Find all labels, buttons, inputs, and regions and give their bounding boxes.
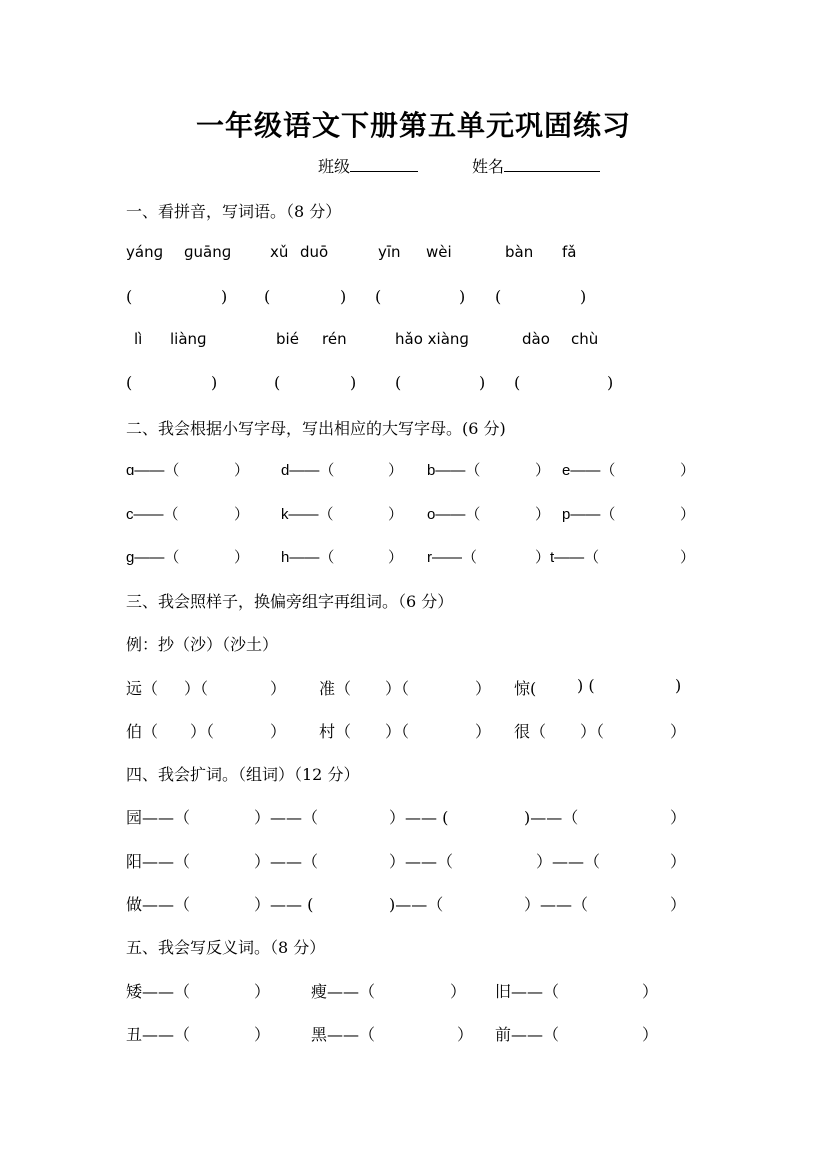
letter-close: ）: [680, 506, 696, 523]
expand-blank[interactable]: )——（: [524, 808, 579, 827]
name-blank[interactable]: [504, 157, 600, 172]
answer-blank-open[interactable]: (: [375, 287, 382, 306]
letter-prompt[interactable]: b——（: [427, 462, 481, 479]
letter-close: ）: [234, 462, 250, 479]
antonym-prompt[interactable]: 矮——（: [126, 982, 191, 1001]
pinyin: bàn: [505, 243, 534, 261]
expand-blank[interactable]: )——（: [389, 895, 444, 914]
radical-mid[interactable]: ）（: [385, 679, 410, 698]
radical-mid[interactable]: ）（: [184, 679, 209, 698]
radical-close: ): [675, 676, 682, 695]
letter-close: ）: [680, 462, 696, 479]
letter-prompt[interactable]: ɑ——（: [126, 462, 180, 479]
letter-prompt[interactable]: p——（: [562, 506, 616, 523]
pinyin: xǔ: [270, 243, 289, 261]
antonym-close: ）: [642, 1025, 659, 1044]
expand-blank[interactable]: ）——（: [254, 852, 319, 871]
class-field: [318, 154, 418, 177]
name-field: [472, 154, 600, 177]
antonym-close: ）: [450, 982, 467, 1001]
expand-blank[interactable]: ）——（: [389, 852, 454, 871]
radical-mid[interactable]: ) (: [577, 676, 595, 695]
radical-prompt[interactable]: 准（: [319, 679, 352, 698]
radical-close: ）: [270, 722, 287, 741]
section-5-heading: 五、我会写反义词。（8 分）: [126, 938, 326, 957]
radical-prompt[interactable]: 很（: [514, 722, 547, 741]
radical-close: ）: [270, 679, 287, 698]
antonym-close: ）: [457, 1025, 474, 1044]
expand-close: ）: [670, 852, 687, 871]
pinyin: chù: [571, 330, 599, 348]
answer-blank-open[interactable]: (: [395, 373, 402, 392]
letter-prompt[interactable]: k——（: [281, 506, 334, 523]
letter-close: ）: [388, 549, 404, 566]
antonym-close: ）: [642, 982, 659, 1001]
pinyin: fǎ: [562, 243, 577, 261]
section-1-heading: 一、看拼音，写词语。（8 分）: [126, 202, 342, 221]
radical-mid[interactable]: ）（: [190, 722, 215, 741]
antonym-prompt[interactable]: 黑——（: [311, 1025, 376, 1044]
pinyin: yīn: [378, 243, 401, 261]
expand-blank[interactable]: ）—— (: [389, 808, 449, 827]
answer-blank-open[interactable]: (: [126, 373, 133, 392]
radical-close: ）: [670, 722, 687, 741]
antonym-close: ）: [254, 982, 271, 1001]
answer-blank-close: ): [607, 373, 614, 392]
pinyin: dào: [522, 330, 550, 348]
expand-close: ）: [670, 808, 687, 827]
pinyin: duō: [300, 243, 329, 261]
expand-blank[interactable]: ）——（: [254, 808, 319, 827]
pinyin: liànɡ: [170, 330, 207, 348]
letter-prompt[interactable]: e——（: [562, 462, 616, 479]
class-label: 班级: [318, 157, 351, 176]
answer-blank-close: ): [211, 373, 218, 392]
example-line: 例：抄（沙）（沙土）: [126, 635, 279, 654]
letter-close: ）: [234, 549, 250, 566]
radical-close: ）: [475, 679, 492, 698]
answer-blank-open[interactable]: (: [514, 373, 521, 392]
page-title: 一年级语文下册第五单元巩固练习: [195, 109, 631, 142]
letter-prompt[interactable]: g——（: [126, 549, 180, 566]
radical-prompt[interactable]: 伯（: [126, 722, 159, 741]
expand-close: ）: [670, 895, 687, 914]
expand-blank[interactable]: ）——（: [524, 895, 589, 914]
expand-prompt[interactable]: 做——（: [126, 895, 191, 914]
antonym-prompt[interactable]: 瘦——（: [311, 982, 376, 1001]
antonym-prompt[interactable]: 前——（: [495, 1025, 560, 1044]
letter-close: ）: [388, 506, 404, 523]
letter-close: ）: [535, 506, 551, 523]
letter-close: ）: [234, 506, 250, 523]
section-3-heading: 三、我会照样子，换偏旁组字再组词。（6 分）: [126, 592, 454, 611]
expand-blank[interactable]: ）——（: [536, 852, 601, 871]
letter-close: ）: [388, 462, 404, 479]
radical-mid[interactable]: ）（: [385, 722, 410, 741]
letter-prompt[interactable]: o——（: [427, 506, 481, 523]
pinyin: ɡuānɡ: [184, 243, 232, 261]
pinyin: lì: [134, 330, 143, 348]
letter-prompt[interactable]: c——（: [126, 506, 179, 523]
name-label: 姓名: [472, 157, 505, 176]
pinyin: yánɡ: [126, 243, 164, 261]
answer-blank-close: ): [479, 373, 486, 392]
pinyin: bié: [276, 330, 299, 348]
letter-prompt[interactable]: ）t——（: [535, 549, 600, 566]
letter-close: ）: [680, 549, 696, 566]
answer-blank-close: ): [580, 287, 587, 306]
radical-close: ）: [475, 722, 492, 741]
answer-blank-open[interactable]: (: [264, 287, 271, 306]
answer-blank-close: ): [350, 373, 357, 392]
letter-prompt[interactable]: d——（: [281, 462, 335, 479]
antonym-prompt[interactable]: 旧——（: [495, 982, 560, 1001]
answer-blank-open[interactable]: (: [126, 287, 133, 306]
expand-prompt[interactable]: 园——（: [126, 808, 191, 827]
pinyin: hǎo xiànɡ: [395, 330, 469, 348]
pinyin: wèi: [426, 243, 452, 261]
answer-blank-open[interactable]: (: [495, 287, 502, 306]
section-2-heading: 二、我会根据小写字母，写出相应的大写字母。(6 分): [126, 419, 506, 438]
answer-blank-close: ): [459, 287, 466, 306]
answer-blank-open[interactable]: (: [274, 373, 281, 392]
letter-prompt[interactable]: r——（: [427, 549, 477, 566]
expand-prompt[interactable]: 阳——（: [126, 852, 191, 871]
pinyin: rén: [322, 330, 347, 348]
expand-blank[interactable]: ）—— (: [254, 895, 314, 914]
antonym-close: ）: [254, 1025, 271, 1044]
answer-blank-close: ): [340, 287, 347, 306]
radical-prompt[interactable]: 村（: [319, 722, 352, 741]
letter-prompt[interactable]: h——（: [281, 549, 335, 566]
answer-blank-close: ): [221, 287, 228, 306]
radical-mid[interactable]: ）（: [580, 722, 605, 741]
letter-close: ）: [535, 462, 551, 479]
section-4-heading: 四、我会扩词。（组词）（12 分）: [126, 765, 360, 784]
radical-prompt[interactable]: 远（: [126, 679, 159, 698]
radical-prompt[interactable]: 惊(: [514, 679, 537, 698]
antonym-prompt[interactable]: 丑——（: [126, 1025, 191, 1044]
class-blank[interactable]: [350, 157, 418, 172]
